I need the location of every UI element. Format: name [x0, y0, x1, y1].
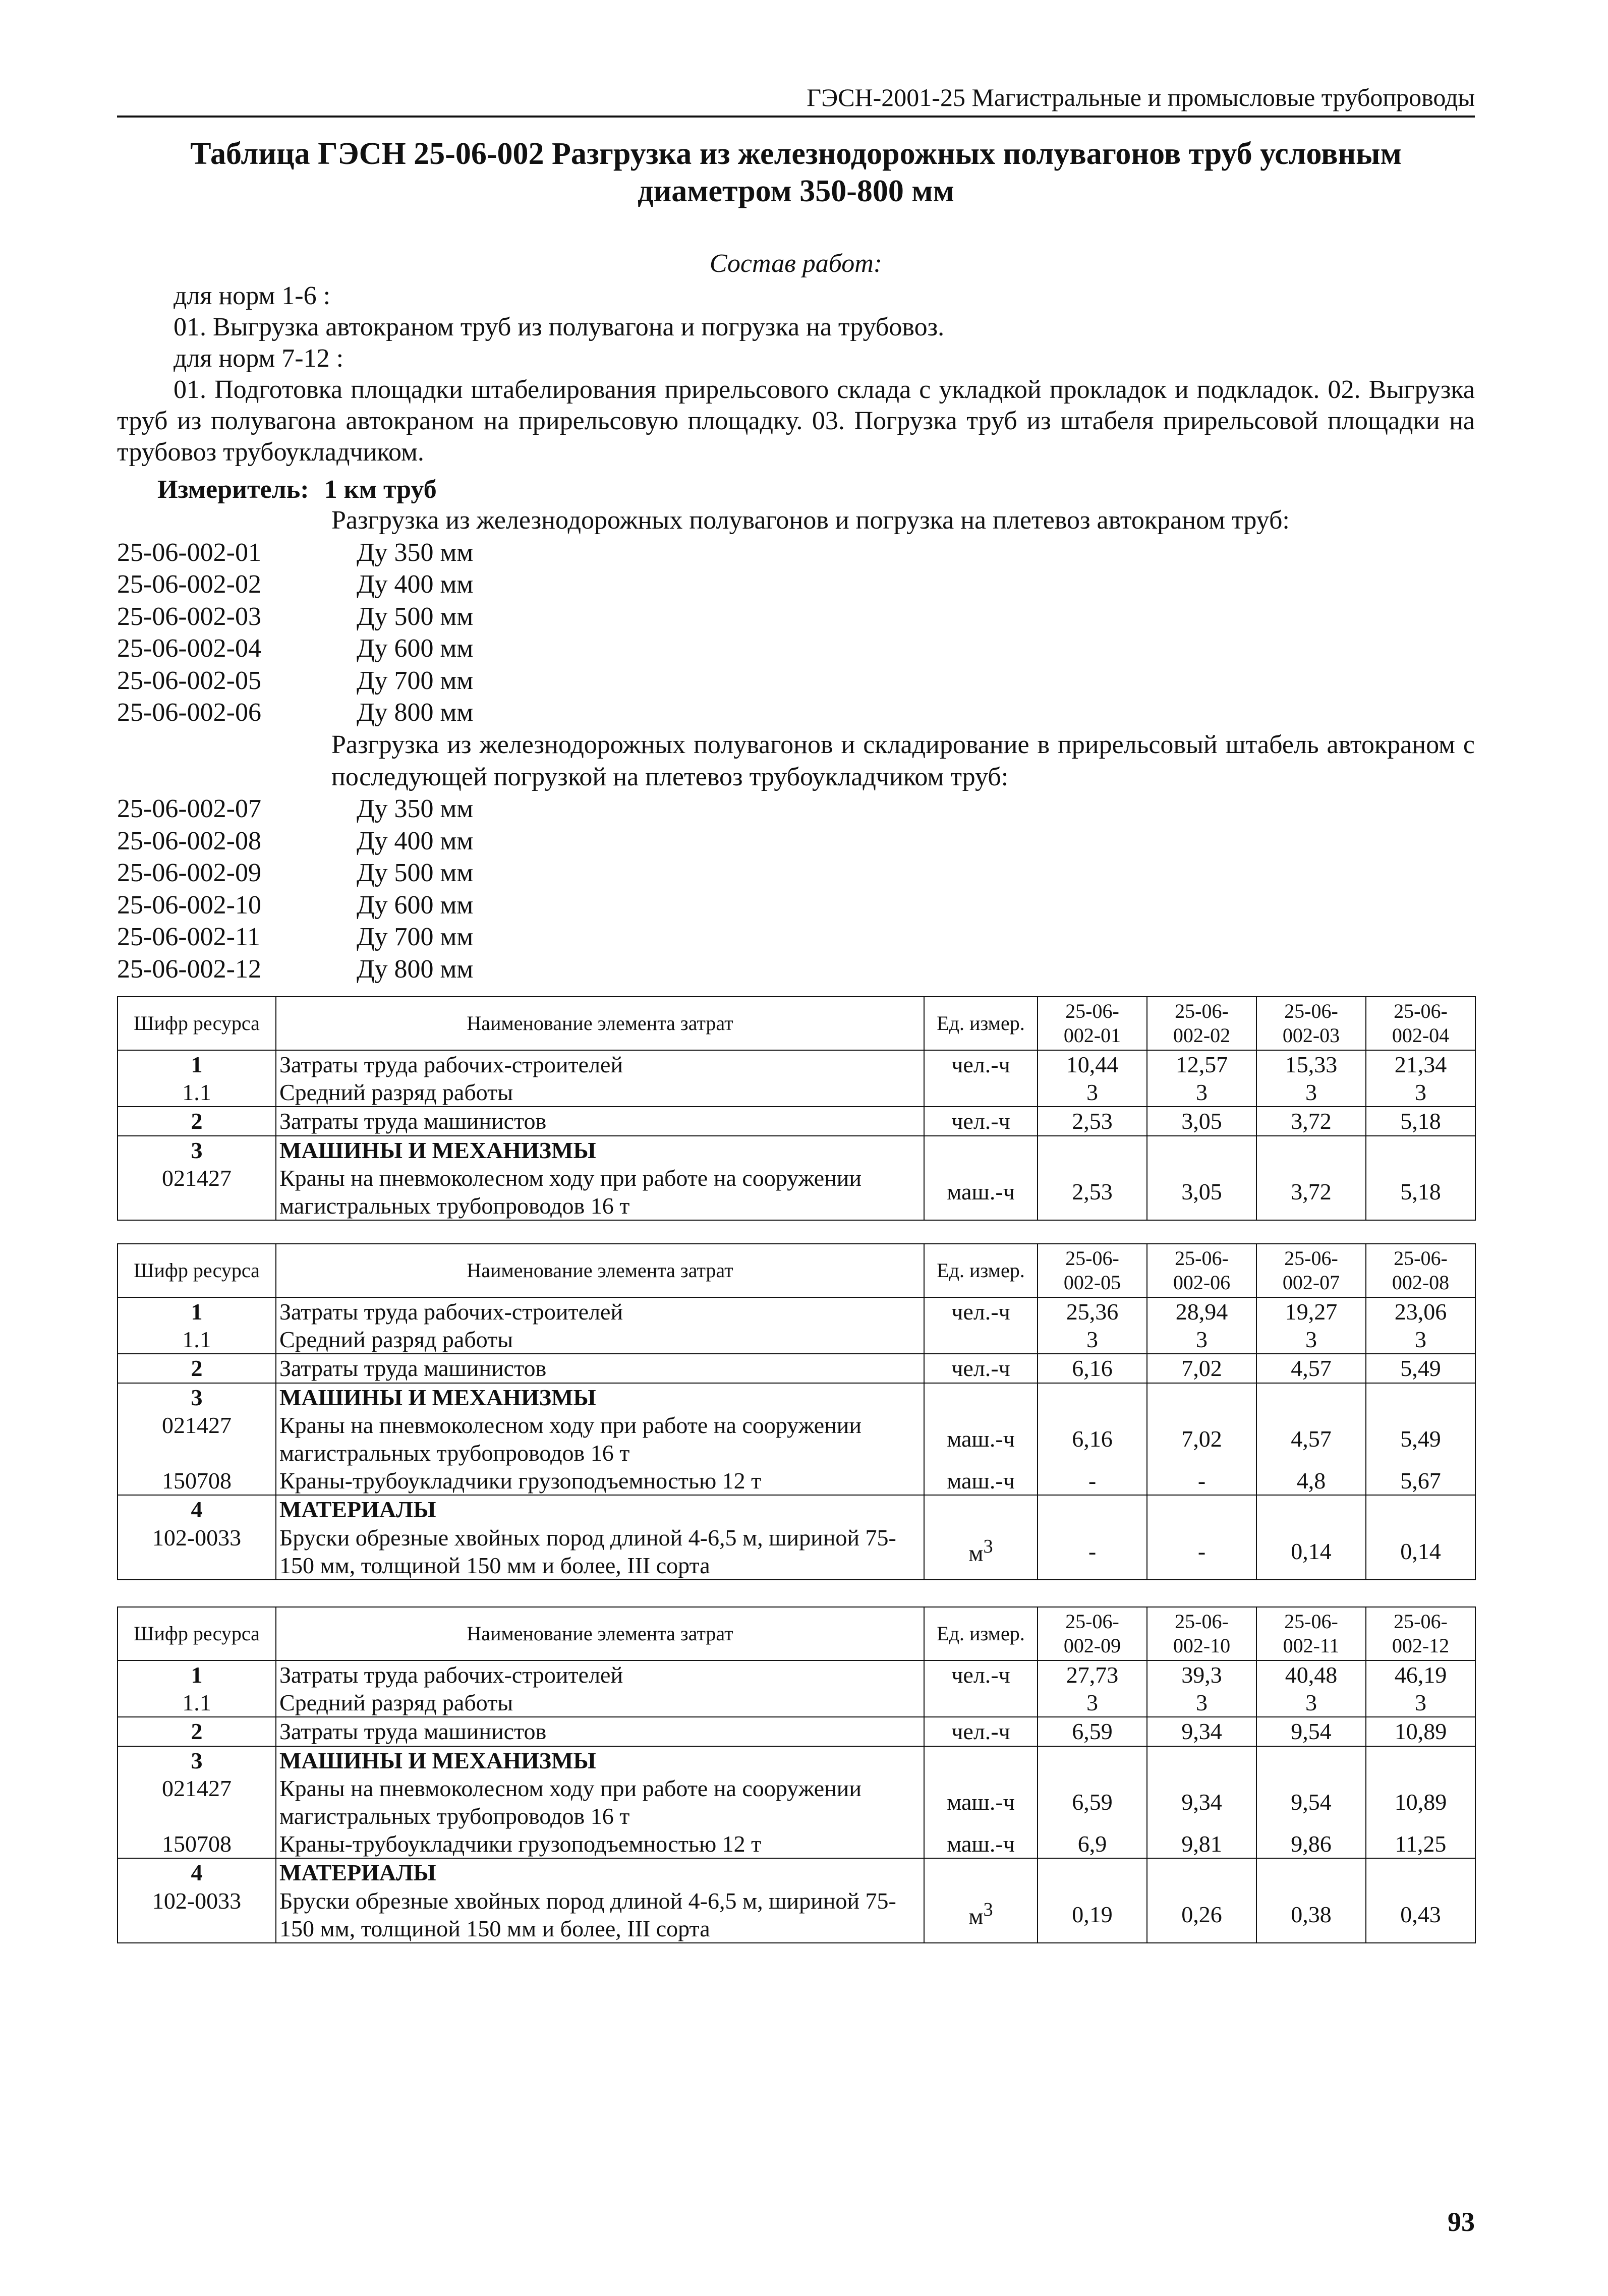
running-header: ГЭСН-2001-25 Магистральные и промысловые трубопроводы: [117, 82, 1475, 118]
row-value: [1038, 1136, 1147, 1164]
col-header-norm: [1256, 997, 1366, 1050]
row-code: 4: [118, 1495, 276, 1523]
table-row: [118, 1136, 1475, 1164]
norms-group-2-item: 01. Подготовка площадки штабелирования прирельсового склада с укладкой прокладок и подкладок. 02. Выгрузка труб из полувагона автокраном на прирельсовую площадку. 03. Погрузка труб из штабеля прирельсовой площадки на трубовоз трубоукладчиком.: [117, 375, 1475, 467]
unit-superscript: 3: [983, 1899, 993, 1921]
row-value: 6,16: [1038, 1411, 1147, 1467]
row-value: [1366, 1495, 1475, 1523]
row-value: -: [1147, 1524, 1256, 1580]
norms-group-2-label: для норм 7-12 :: [174, 344, 344, 373]
row-unit: маш.-ч: [924, 1774, 1038, 1830]
norm-code-part: 002-03: [1282, 1024, 1340, 1047]
norm-code: 25-06-002-08: [117, 826, 261, 855]
row-name: Бруски обрезные хвойных пород длиной 4-6,5 м, шириной 75-150 мм, толщиной 150 мм и более, III сорта: [276, 1887, 924, 1943]
table-row: [118, 1660, 1475, 1689]
row-value: 6,9: [1038, 1830, 1147, 1858]
row-name: Средний разряд работы: [276, 1689, 924, 1717]
row-unit: чел.-ч: [924, 1297, 1038, 1326]
row-value: 0,43: [1366, 1887, 1475, 1943]
table-row: [118, 1164, 1475, 1220]
row-value: 3: [1147, 1326, 1256, 1354]
norm-code-part: 25-06-: [1175, 1610, 1229, 1633]
unit-text: м: [968, 1903, 984, 1929]
row-unit: маш.-ч: [924, 1164, 1038, 1220]
row-value: 10,44: [1038, 1050, 1147, 1078]
row-code: 3: [118, 1746, 276, 1774]
table-row: [118, 1383, 1475, 1411]
row-value: 5,18: [1366, 1164, 1475, 1220]
row-value: 3,05: [1147, 1164, 1256, 1220]
row-value: 3,05: [1147, 1107, 1256, 1135]
table-header-row: [118, 997, 1475, 1050]
norm-code-part: 25-06-: [1065, 1610, 1119, 1633]
row-code: 1.1: [118, 1078, 276, 1107]
col-header-name: Наименование элемента затрат: [276, 1607, 924, 1660]
norm-code: 25-06-002-05: [117, 666, 261, 695]
row-value: [1256, 1383, 1366, 1411]
row-code: 1.1: [118, 1326, 276, 1354]
row-name: Затраты труда машинистов: [276, 1717, 924, 1746]
row-value: 15,33: [1256, 1050, 1366, 1078]
row-unit: маш.-ч: [924, 1467, 1038, 1495]
measure-value: 1 км труб: [324, 475, 437, 504]
row-value: 3: [1366, 1326, 1475, 1354]
row-unit: чел.-ч: [924, 1660, 1038, 1689]
norm-code-part: 25-06-: [1284, 1247, 1338, 1270]
norm-description: Ду 350 мм: [357, 538, 474, 567]
row-unit: [924, 1689, 1038, 1717]
section-heading: МАШИНЫ И МЕХАНИЗМЫ: [276, 1746, 924, 1774]
row-code: 4: [118, 1858, 276, 1886]
norm-code-part: 002-07: [1282, 1271, 1340, 1294]
row-value: [1147, 1746, 1256, 1774]
row-value: -: [1038, 1524, 1147, 1580]
row-value: 9,86: [1256, 1830, 1366, 1858]
row-unit: [924, 1136, 1038, 1164]
table-row: [118, 1467, 1475, 1495]
table-header-row: [118, 1244, 1475, 1297]
norm-code: 25-06-002-02: [117, 570, 261, 599]
col-header-code: Шифр ресурса: [118, 997, 276, 1050]
row-value: 39,3: [1147, 1660, 1256, 1689]
row-value: [1147, 1136, 1256, 1164]
measure-unit: [157, 473, 437, 506]
row-value: 25,36: [1038, 1297, 1147, 1326]
table-title-line-2: диаметром 350-800 мм: [638, 174, 954, 209]
row-name: Затраты труда рабочих-строителей: [276, 1050, 924, 1078]
row-value: 3: [1147, 1689, 1256, 1717]
norm-list-item: [117, 921, 1475, 953]
row-value: 6,16: [1038, 1354, 1147, 1383]
unit-superscript: 3: [983, 1536, 993, 1558]
col-header-norm: [1256, 1607, 1366, 1660]
resource-table-3: [117, 1606, 1476, 1943]
norm-description: Ду 500 мм: [357, 602, 474, 631]
table-row: [118, 1326, 1475, 1354]
norm-list-item: [117, 665, 1475, 697]
norm-code-part: 002-05: [1063, 1271, 1121, 1294]
row-code: 021427: [118, 1411, 276, 1467]
norm-group-2-heading: Разгрузка из железнодорожных полувагонов и складирование в прирельсовый штабель автокраном с последующей погрузкой на плетевоз трубоукладчиком труб:: [331, 730, 1475, 791]
col-header-norm: [1366, 997, 1475, 1050]
row-value: 3,72: [1256, 1107, 1366, 1135]
row-unit: [924, 1887, 1038, 1943]
row-value: [1147, 1858, 1256, 1886]
row-value: 28,94: [1147, 1297, 1256, 1326]
row-value: 3: [1038, 1078, 1147, 1107]
row-name: Затраты труда рабочих-строителей: [276, 1297, 924, 1326]
table-row: [118, 1495, 1475, 1523]
norm-code-part: 002-12: [1392, 1634, 1450, 1657]
row-value: 0,38: [1256, 1887, 1366, 1943]
table-row: [118, 1858, 1475, 1886]
row-unit: маш.-ч: [924, 1411, 1038, 1467]
table-row: [118, 1689, 1475, 1717]
row-name: Средний разряд работы: [276, 1078, 924, 1107]
row-value: 27,73: [1038, 1660, 1147, 1689]
row-value: 0,26: [1147, 1887, 1256, 1943]
norm-code-part: 002-10: [1173, 1634, 1231, 1657]
row-value: [1147, 1495, 1256, 1523]
row-code: 1: [118, 1050, 276, 1078]
row-value: 9,34: [1147, 1717, 1256, 1746]
row-value: 40,48: [1256, 1660, 1366, 1689]
norm-code-part: 002-11: [1283, 1634, 1340, 1657]
norm-description: Ду 400 мм: [357, 570, 474, 599]
col-header-norm: [1256, 1244, 1366, 1297]
norm-code-part: 25-06-: [1284, 1610, 1338, 1633]
row-value: -: [1147, 1467, 1256, 1495]
row-unit: чел.-ч: [924, 1050, 1038, 1078]
norm-code-part: 002-02: [1173, 1024, 1231, 1047]
norm-code: 25-06-002-10: [117, 890, 261, 920]
row-value: 3: [1366, 1689, 1475, 1717]
row-value: [1366, 1136, 1475, 1164]
norm-code-part: 25-06-: [1394, 1247, 1448, 1270]
row-value: 3: [1038, 1689, 1147, 1717]
norm-code-part: 002-08: [1392, 1271, 1450, 1294]
row-value: 2,53: [1038, 1164, 1147, 1220]
col-header-unit: Ед. измер.: [924, 1607, 1038, 1660]
row-name: Краны на пневмоколесном ходу при работе на сооружении магистральных трубопроводов 16 т: [276, 1411, 924, 1467]
col-header-norm: [1147, 1244, 1256, 1297]
col-header-name: Наименование элемента затрат: [276, 997, 924, 1050]
row-unit: [924, 1495, 1038, 1523]
norm-code-part: 002-04: [1392, 1024, 1450, 1047]
row-name: Краны-трубоукладчики грузоподъемностью 12 т: [276, 1467, 924, 1495]
norm-description: Ду 700 мм: [357, 923, 474, 951]
row-value: [1038, 1858, 1147, 1886]
table-row: [118, 1887, 1475, 1943]
row-name: Краны-трубоукладчики грузоподъемностью 12 т: [276, 1830, 924, 1858]
col-header-norm: [1038, 997, 1147, 1050]
row-unit: [924, 1746, 1038, 1774]
norm-code-part: 25-06-: [1284, 1000, 1338, 1022]
row-unit: [924, 1326, 1038, 1354]
norm-list-item: [117, 601, 1475, 633]
norm-code-part: 25-06-: [1065, 1000, 1119, 1022]
norm-list-group-1: [117, 504, 1475, 729]
row-name: Затраты труда рабочих-строителей: [276, 1660, 924, 1689]
col-header-norm: [1038, 1244, 1147, 1297]
row-value: 19,27: [1256, 1297, 1366, 1326]
norm-code: 25-06-002-11: [117, 923, 261, 951]
row-name: Затраты труда машинистов: [276, 1354, 924, 1383]
row-value: 9,54: [1256, 1774, 1366, 1830]
row-value: 5,67: [1366, 1467, 1475, 1495]
row-code: 021427: [118, 1774, 276, 1830]
norm-code-part: 25-06-: [1175, 1247, 1229, 1270]
norm-description: Ду 700 мм: [357, 666, 474, 695]
norm-list-item: [117, 537, 1475, 569]
row-value: 3: [1147, 1078, 1256, 1107]
table-row: [118, 1746, 1475, 1774]
norm-list-item: [117, 697, 1475, 729]
norm-list-item: [117, 953, 1475, 986]
row-value: 5,18: [1366, 1107, 1475, 1135]
norm-code: 25-06-002-03: [117, 602, 261, 631]
row-code: 2: [118, 1354, 276, 1383]
norm-code: 25-06-002-01: [117, 538, 261, 567]
norm-description: Ду 350 мм: [357, 794, 474, 823]
col-header-norm: [1038, 1607, 1147, 1660]
row-name: Краны на пневмоколесном ходу при работе на сооружении магистральных трубопроводов 16 т: [276, 1164, 924, 1220]
work-composition: [117, 280, 1475, 468]
row-value: 3: [1366, 1078, 1475, 1107]
table-row: [118, 1354, 1475, 1383]
col-header-unit: Ед. измер.: [924, 997, 1038, 1050]
row-name: Краны на пневмоколесном ходу при работе на сооружении магистральных трубопроводов 16 т: [276, 1774, 924, 1830]
row-value: 3: [1256, 1078, 1366, 1107]
row-unit: [924, 1383, 1038, 1411]
norm-description: Ду 800 мм: [357, 698, 474, 727]
norm-code: 25-06-002-06: [117, 698, 261, 727]
norm-list-item: [117, 825, 1475, 857]
norms-group-1-item: 01. Выгрузка автокраном труб из полувагона и погрузка на трубовоз.: [174, 313, 945, 341]
row-unit: чел.-ч: [924, 1354, 1038, 1383]
norm-code-part: 002-09: [1063, 1634, 1121, 1657]
row-value: 7,02: [1147, 1411, 1256, 1467]
norm-list-item: [117, 889, 1475, 922]
row-value: 5,49: [1366, 1354, 1475, 1383]
row-value: 46,19: [1366, 1660, 1475, 1689]
row-value: 12,57: [1147, 1050, 1256, 1078]
document-page: [117, 0, 1475, 2296]
row-value: 0,14: [1256, 1524, 1366, 1580]
row-unit: [924, 1858, 1038, 1886]
table-row: [118, 1078, 1475, 1107]
row-value: 4,57: [1256, 1411, 1366, 1467]
norm-list-item: [117, 793, 1475, 825]
row-value: 2,53: [1038, 1107, 1147, 1135]
norm-code: 25-06-002-09: [117, 858, 261, 887]
row-value: 7,02: [1147, 1354, 1256, 1383]
row-value: [1256, 1858, 1366, 1886]
row-code: 1.1: [118, 1689, 276, 1717]
row-value: 3: [1256, 1326, 1366, 1354]
resource-table-2: [117, 1243, 1476, 1580]
row-code: 150708: [118, 1467, 276, 1495]
row-value: 11,25: [1366, 1830, 1475, 1858]
table-row: [118, 1524, 1475, 1580]
section-heading: МАШИНЫ И МЕХАНИЗМЫ: [276, 1136, 924, 1164]
row-unit: [924, 1078, 1038, 1107]
unit-text: м: [968, 1540, 984, 1566]
row-code: 2: [118, 1107, 276, 1135]
table-row: [118, 1411, 1475, 1467]
norm-code: 25-06-002-04: [117, 634, 261, 663]
table-row: [118, 1830, 1475, 1858]
section-heading: МАШИНЫ И МЕХАНИЗМЫ: [276, 1383, 924, 1411]
row-code: 102-0033: [118, 1524, 276, 1580]
row-value: 0,14: [1366, 1524, 1475, 1580]
row-value: [1038, 1746, 1147, 1774]
row-value: [1038, 1383, 1147, 1411]
row-value: 0,19: [1038, 1887, 1147, 1943]
row-code: 1: [118, 1297, 276, 1326]
row-value: [1366, 1746, 1475, 1774]
row-code: 1: [118, 1660, 276, 1689]
col-header-norm: [1147, 1607, 1256, 1660]
section-heading: МАТЕРИАЛЫ: [276, 1858, 924, 1886]
row-value: 9,34: [1147, 1774, 1256, 1830]
norm-list-item: [117, 568, 1475, 601]
row-value: 21,34: [1366, 1050, 1475, 1078]
row-value: [1256, 1136, 1366, 1164]
row-name: Бруски обрезные хвойных пород длиной 4-6,5 м, шириной 75-150 мм, толщиной 150 мм и более, III сорта: [276, 1524, 924, 1580]
row-value: 4,57: [1256, 1354, 1366, 1383]
row-value: 3: [1038, 1326, 1147, 1354]
table-row: [118, 1107, 1475, 1135]
row-name: Средний разряд работы: [276, 1326, 924, 1354]
row-value: [1366, 1383, 1475, 1411]
row-unit: маш.-ч: [924, 1830, 1038, 1858]
row-value: 6,59: [1038, 1717, 1147, 1746]
row-value: 6,59: [1038, 1774, 1147, 1830]
row-value: 10,89: [1366, 1717, 1475, 1746]
page-number: 93: [1448, 2207, 1475, 2237]
row-unit: чел.-ч: [924, 1107, 1038, 1135]
row-value: [1256, 1495, 1366, 1523]
row-value: [1256, 1746, 1366, 1774]
row-value: 9,54: [1256, 1717, 1366, 1746]
norm-code-part: 25-06-: [1175, 1000, 1229, 1022]
norm-list-item: [117, 857, 1475, 889]
norms-group-1-label: для норм 1-6 :: [174, 281, 331, 310]
row-value: [1147, 1383, 1256, 1411]
row-value: 4,8: [1256, 1467, 1366, 1495]
row-code: 150708: [118, 1830, 276, 1858]
table-row: [118, 1297, 1475, 1326]
col-header-norm: [1366, 1607, 1475, 1660]
row-code: 2: [118, 1717, 276, 1746]
norm-code-part: 002-01: [1063, 1024, 1121, 1047]
table-row: [118, 1774, 1475, 1830]
norm-description: Ду 600 мм: [357, 890, 474, 920]
row-value: 3,72: [1256, 1164, 1366, 1220]
norm-description: Ду 800 мм: [357, 954, 474, 984]
norm-code: 25-06-002-07: [117, 794, 261, 823]
row-value: 23,06: [1366, 1297, 1475, 1326]
row-value: 3: [1256, 1689, 1366, 1717]
row-value: -: [1038, 1467, 1147, 1495]
norm-code-part: 25-06-: [1394, 1610, 1448, 1633]
norm-code-part: 25-06-: [1065, 1247, 1119, 1270]
row-name: Затраты труда машинистов: [276, 1107, 924, 1135]
norm-code-part: 002-06: [1173, 1271, 1231, 1294]
row-code: 3: [118, 1383, 276, 1411]
norm-list-group-2: [117, 729, 1475, 985]
col-header-code: Шифр ресурса: [118, 1244, 276, 1297]
norm-description: Ду 400 мм: [357, 826, 474, 855]
norm-group-1-heading: Разгрузка из железнодорожных полувагонов и погрузка на плетевоз автокраном труб:: [331, 506, 1290, 535]
table-row: [118, 1050, 1475, 1078]
col-header-name: Наименование элемента затрат: [276, 1244, 924, 1297]
row-code: 102-0033: [118, 1887, 276, 1943]
table-header-row: [118, 1607, 1475, 1660]
col-header-code: Шифр ресурса: [118, 1607, 276, 1660]
col-header-norm: [1147, 997, 1256, 1050]
norm-list-item: [117, 633, 1475, 665]
norm-description: Ду 600 мм: [357, 634, 474, 663]
norm-code-part: 25-06-: [1394, 1000, 1448, 1022]
table-title-line-1: Таблица ГЭСН 25-06-002 Разгрузка из железнодорожных полувагонов труб условным: [190, 137, 1402, 171]
row-unit: [924, 1524, 1038, 1580]
norm-description: Ду 500 мм: [357, 858, 474, 887]
section-heading: МАТЕРИАЛЫ: [276, 1495, 924, 1523]
norm-code: 25-06-002-12: [117, 954, 261, 984]
col-header-unit: Ед. измер.: [924, 1244, 1038, 1297]
row-value: 9,81: [1147, 1830, 1256, 1858]
resource-table-1: [117, 996, 1476, 1221]
measure-label: Измеритель:: [157, 475, 309, 504]
row-unit: чел.-ч: [924, 1717, 1038, 1746]
col-header-norm: [1366, 1244, 1475, 1297]
row-code: 021427: [118, 1164, 276, 1220]
table-title: [117, 135, 1475, 210]
table-row: [118, 1717, 1475, 1746]
row-value: [1366, 1858, 1475, 1886]
row-code: 3: [118, 1136, 276, 1164]
row-value: 5,49: [1366, 1411, 1475, 1467]
row-value: [1038, 1495, 1147, 1523]
row-value: 10,89: [1366, 1774, 1475, 1830]
work-composition-heading: Состав работ:: [709, 249, 883, 278]
